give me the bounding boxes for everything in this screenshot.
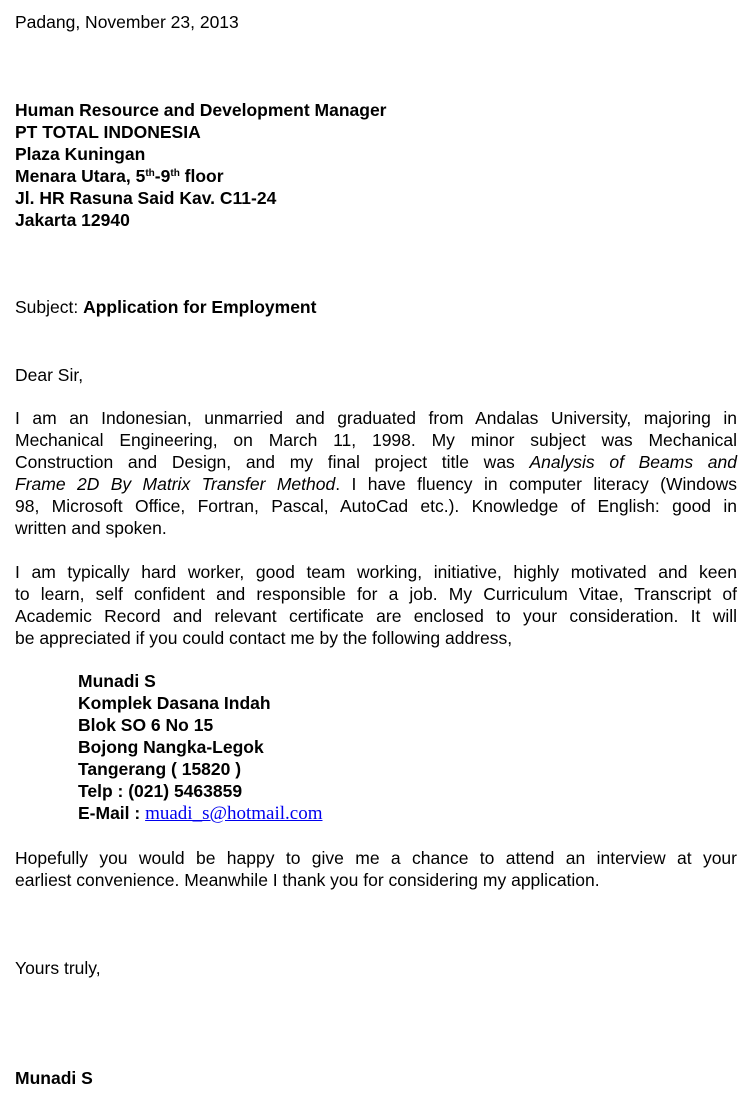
recipient-building: Plaza Kuningan [15,144,146,164]
subject-line [15,296,316,318]
email-link[interactable]: muadi_s@hotmail.com [145,803,323,824]
recipient-city: Jakarta 12940 [15,210,130,230]
letter-date: Padang, November 23, 2013 [15,12,239,32]
subject-label: Subject: [15,297,84,317]
contact-phone: Telp : (021) 5463859 [78,781,243,801]
paragraph-qualities: I am typically hard worker, good team working, initiative, highly motivated and keen to learn, self confident and responsible for a job. My Curriculum Vitae, Transcript of Academic Record and relevant certificate are enclosed to your consideration. It will be appreciated if you could contact me by the following address, [15,562,737,648]
recipient-title: Human Resource and Development Manager [15,100,387,120]
contact-name: Munadi S [78,671,156,691]
contact-email-row [78,802,323,825]
closing: Yours truly, [15,958,101,978]
subject-text: Application for Employment [83,297,317,317]
contact-address-3: Bojong Nangka-Legok [78,737,264,757]
contact-address-4: Tangerang ( 15820 ) [78,759,242,779]
contact-address-2: Blok SO 6 No 15 [78,715,214,735]
paragraph-closing: Hopefully you would be happy to give me a chance to attend an interview at your earliest convenience. Meanwhile I thank you for considering my application. [15,848,737,890]
recipient-street: Jl. HR Rasuna Said Kav. C11-24 [15,188,277,208]
salutation: Dear Sir, [15,365,84,385]
contact-email-label: E-Mail : [78,803,146,823]
contact-address-1: Komplek Dasana Indah [78,693,271,713]
paragraph-education: I am an Indonesian, unmarried and graduated from Andalas University, majoring in Mechanical Engineering, on March 11, 1998. My minor subject was Mechanical Construction and Design, and my final project title was Analysis of Beams and Frame 2D By Matrix Transfer Method. I have fluency in computer literacy (Windows 98, Microsoft Office, Fortran, Pascal, AutoCad etc.). Knowledge of English: good in written and spoken. [15,408,737,538]
recipient-company: PT TOTAL INDONESIA [15,122,201,142]
contact-block [78,670,323,825]
recipient-floor: Menara Utara, 5th-9th floor [15,166,224,186]
signature-name: Munadi S [15,1068,93,1088]
